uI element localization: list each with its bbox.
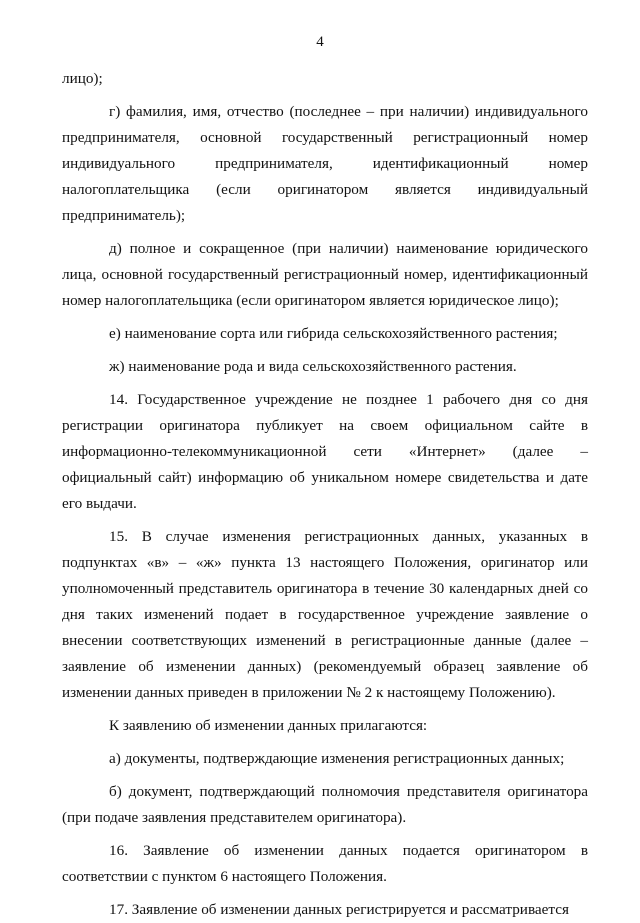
paragraph: г) фамилия, имя, отчество (последнее – при наличии) индивидуального предпринимателя, основной государственный регистрационный номер индивидуального предпринимателя, идентификационный номер налогоплательщика (если оригинатором является индивидуальный предприниматель); [62, 103, 588, 224]
paragraph: 15. В случае изменения регистрационных данных, указанных в подпунктах «в» – «ж» пункта 13 настоящего Положения, оригинатор или уполномоченный представитель оригинатора в течение 30 календарных дней со дня таких изменений подает в государственное учреждение заявление о внесении соответствующих изменений в регистрационные данные (далее – заявление об изменении данных) (рекомендуемый образец заявление об изменении данных приведен в приложении № 2 к настоящему Положению). [62, 528, 588, 701]
paragraph: ж) наименование рода и вида сельскохозяйственного растения. [109, 358, 517, 375]
paragraph: б) документ, подтверждающий полномочия представителя оригинатора (при подаче заявления представителем оригинатора). [62, 783, 588, 826]
paragraph: К заявлению об изменении данных прилагаются: [109, 717, 428, 734]
paragraph: 17. Заявление об изменении данных регистрируется и рассматривается [109, 901, 569, 918]
paragraph: д) полное и сокращенное (при наличии) наименование юридического лица, основной государственный регистрационный номер, идентификационный номер налогоплательщика (если оригинатором является юридическое лицо); [62, 240, 588, 309]
paragraph: а) документы, подтверждающие изменения регистрационных данных; [109, 750, 565, 767]
document-body [62, 66, 588, 923]
paragraph: 16. Заявление об изменении данных подается оригинатором в соответствии с пунктом 6 настоящего Положения. [62, 842, 588, 885]
paragraph: е) наименование сорта или гибрида сельскохозяйственного растения; [109, 325, 558, 342]
paragraph: лицо); [62, 70, 103, 87]
page-number: 4 [316, 34, 324, 50]
paragraph: 14. Государственное учреждение не позднее 1 рабочего дня со дня регистрации оригинатора публикует на своем официальном сайте в информационно-телекоммуникационной сети «Интернет» (далее – официальный сайт) информацию об уникальном номере свидетельства и дате его выдачи. [62, 391, 588, 512]
